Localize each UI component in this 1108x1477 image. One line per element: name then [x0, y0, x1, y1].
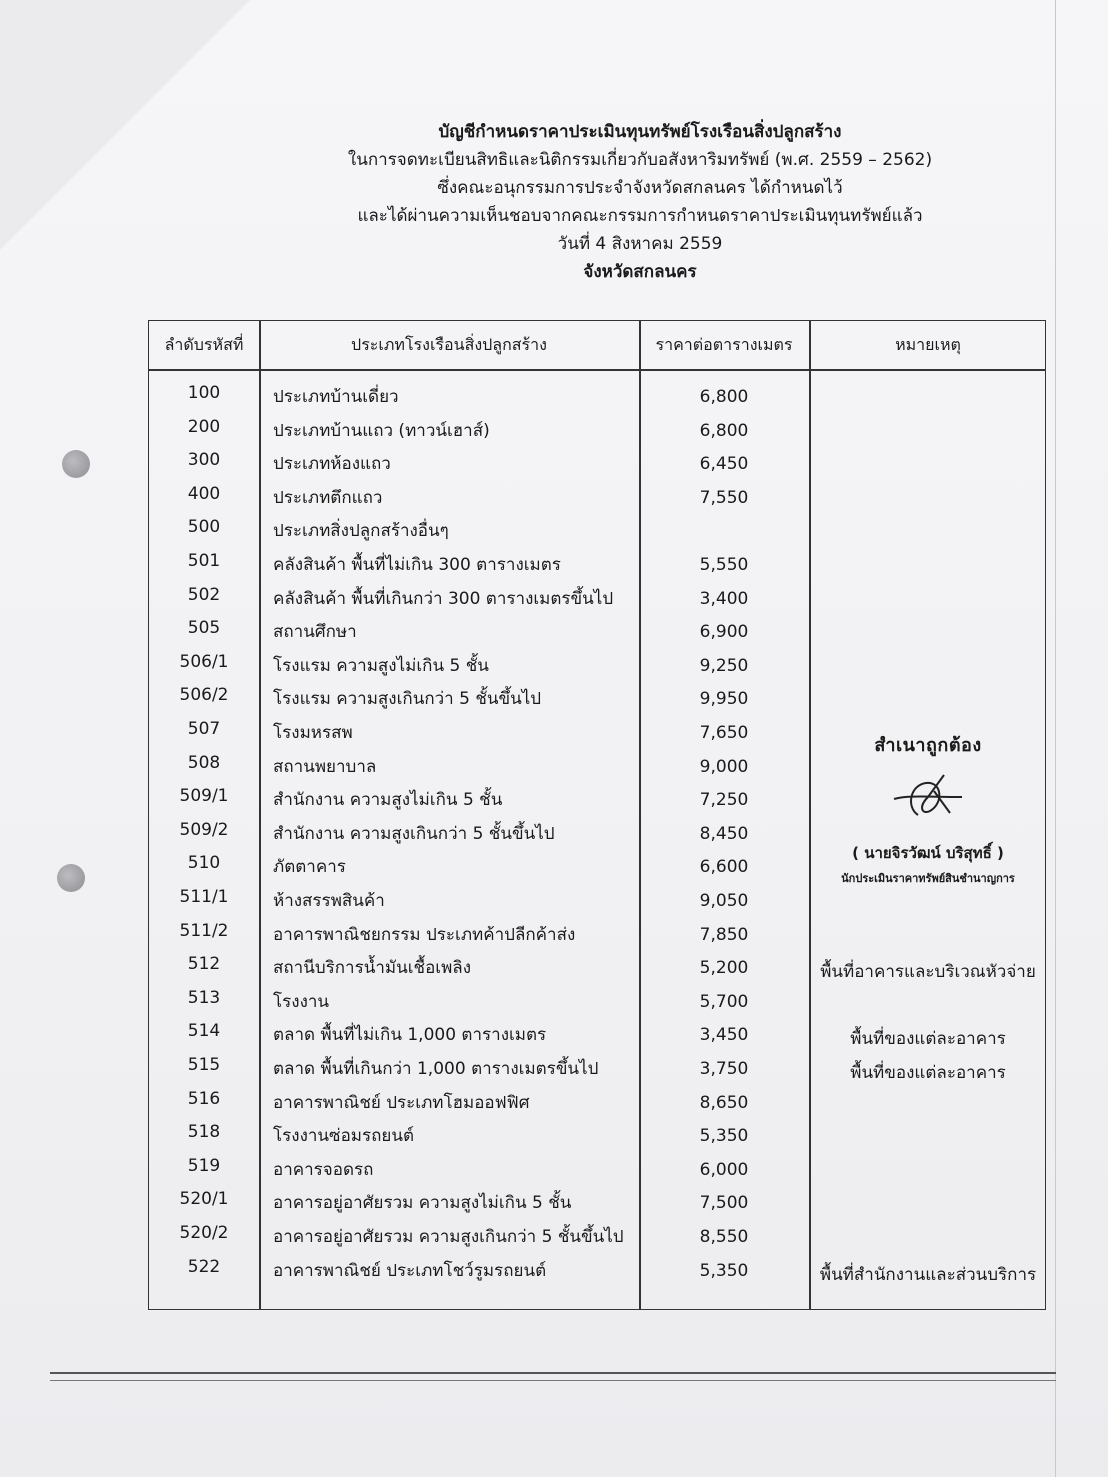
row-note: พื้นที่ของแต่ละอาคาร	[850, 1029, 1006, 1050]
row-price: 8,650	[699, 1092, 749, 1113]
row-code: 501	[187, 551, 221, 571]
row-building-type: คลังสินค้า พื้นที่เกินกว่า 300 ตารางเมตรขึ้นไป	[273, 588, 614, 609]
row-price: 7,850	[699, 924, 749, 945]
table-row	[149, 614, 1045, 647]
row-code: 511/1	[179, 887, 229, 907]
row-building-type: ห้างสรรพสินค้า	[273, 891, 385, 911]
table-row	[149, 1152, 1045, 1185]
table-row	[149, 1051, 1045, 1084]
row-price: 7,250	[699, 790, 749, 811]
header-province: จังหวัดสกลนคร	[583, 262, 697, 282]
table-row	[149, 1118, 1045, 1151]
row-price: 3,400	[699, 588, 749, 609]
table-row	[149, 480, 1045, 513]
row-building-type: คลังสินค้า พื้นที่ไม่เกิน 300 ตารางเมตร	[273, 555, 561, 575]
row-building-type: อาคารพาณิชย์ ประเภทโฮมออฟฟิศ	[273, 1092, 530, 1113]
row-code: 200	[187, 416, 221, 437]
table-row	[149, 1085, 1045, 1118]
row-code: 509/1	[179, 786, 229, 807]
table-row	[149, 1253, 1045, 1286]
table-row	[149, 547, 1045, 580]
row-price: 9,950	[699, 689, 749, 710]
header-committee: ซึ่งคณะอนุกรรมการประจำจังหวัดสกลนคร ได้กำหนดไว้	[437, 178, 843, 198]
row-code: 522	[187, 1256, 221, 1277]
column-header-price: ราคาต่อตารางเมตร	[655, 335, 793, 354]
header-divider	[149, 369, 1045, 371]
table-row	[149, 513, 1045, 546]
table-row	[149, 446, 1045, 479]
row-code: 515	[187, 1055, 221, 1075]
table-row	[149, 648, 1045, 681]
row-note: พื้นที่สำนักงานและส่วนบริการ	[819, 1264, 1037, 1285]
row-price: 9,000	[699, 756, 749, 777]
table-row	[149, 581, 1045, 614]
row-building-type: โรงงานซ่อมรถยนต์	[273, 1126, 415, 1147]
row-building-type: สถานีบริการน้ำมันเชื้อเพลิง	[273, 958, 472, 979]
punch-hole	[62, 450, 90, 478]
row-building-type: อาคารอยู่อาศัยรวม ความสูงไม่เกิน 5 ชั้น	[273, 1193, 572, 1214]
row-building-type: โรงมหรสพ	[273, 723, 353, 743]
punch-hole	[57, 864, 85, 892]
row-building-type: ภัตตาคาร	[273, 857, 346, 878]
row-price: 9,250	[699, 655, 749, 676]
row-price: 5,550	[699, 555, 749, 575]
table-row	[149, 950, 1045, 983]
row-building-type: สำนักงาน ความสูงเกินกว่า 5 ชั้นขึ้นไป	[273, 823, 555, 844]
row-code: 518	[187, 1122, 221, 1143]
row-building-type: อาคารจอดรถ	[273, 1159, 374, 1180]
row-building-type: โรงงาน	[273, 991, 330, 1012]
row-price: 8,550	[699, 1227, 749, 1247]
row-price: 9,050	[699, 891, 749, 911]
row-code: 500	[187, 517, 221, 538]
row-building-type: ประเภทห้องแถว	[273, 454, 391, 475]
row-note: พื้นที่อาคารและบริเวณหัวจ่าย	[820, 962, 1036, 983]
row-price: 5,700	[699, 991, 749, 1012]
row-code: 508	[187, 752, 221, 773]
row-building-type: อาคารพาณิชย์ ประเภทโชว์รูมรถยนต์	[273, 1260, 547, 1281]
row-building-type: สถานพยาบาล	[273, 756, 377, 777]
table-row	[149, 681, 1045, 714]
row-code: 300	[187, 450, 221, 471]
row-price: 8,450	[699, 823, 749, 844]
row-price: 6,800	[699, 420, 749, 441]
row-price: 6,000	[699, 1159, 749, 1180]
column-header-code: ลำดับรหัสที่	[164, 335, 244, 354]
row-price: 7,500	[699, 1193, 749, 1214]
row-code: 520/1	[179, 1189, 229, 1210]
row-building-type: อาคารพาณิชยกรรม ประเภทค้าปลีกค้าส่ง	[273, 924, 576, 945]
row-code: 512	[187, 954, 221, 975]
row-code: 506/1	[179, 651, 229, 672]
bottom-rule	[50, 1380, 1056, 1381]
row-building-type: ตลาด พื้นที่เกินกว่า 1,000 ตารางเมตรขึ้นไป	[273, 1059, 599, 1079]
row-code: 511/2	[179, 920, 229, 941]
table-row	[149, 883, 1045, 916]
row-code: 510	[187, 853, 221, 874]
row-code: 100	[187, 383, 221, 403]
row-price: 5,200	[699, 958, 749, 979]
header-date: วันที่ 4 สิงหาคม 2559	[557, 234, 723, 254]
header-subtitle: ในการจดทะเบียนสิทธิและนิติกรรมเกี่ยวกับอสังหาริมทรัพย์ (พ.ศ. 2559 – 2562)	[347, 150, 933, 170]
row-code: 505	[187, 618, 221, 639]
row-building-type: ประเภทบ้านเดี่ยว	[273, 387, 399, 407]
signatory-position: นักประเมินราคาทรัพย์สินชำนาญการ	[841, 872, 1015, 885]
row-price: 3,750	[699, 1059, 749, 1079]
page-fold-corner	[0, 0, 250, 250]
bottom-rule	[50, 1372, 1056, 1374]
row-building-type: สำนักงาน ความสูงไม่เกิน 5 ชั้น	[273, 790, 503, 811]
row-code: 507	[187, 719, 221, 739]
row-building-type: ประเภทตึกแถว	[273, 487, 383, 508]
row-building-type: สถานศึกษา	[273, 622, 357, 643]
signature-mark	[888, 767, 968, 827]
row-price: 3,450	[699, 1025, 749, 1046]
table-row	[149, 984, 1045, 1017]
header-approval: และได้ผ่านความเห็นชอบจากคณะกรรมการกำหนดราคาประเมินทุนทรัพย์แล้ว	[357, 206, 923, 226]
row-building-type: ตลาด พื้นที่ไม่เกิน 1,000 ตารางเมตร	[273, 1025, 547, 1046]
table-row	[149, 379, 1045, 412]
table-row	[149, 917, 1045, 950]
table-row	[149, 1185, 1045, 1218]
row-price: 7,650	[699, 723, 749, 743]
row-code: 502	[187, 584, 221, 605]
table-row	[149, 1017, 1045, 1050]
signatory-name: ( นายจิรวัฒน์ บริสุทธิ์ )	[852, 844, 1004, 862]
row-code: 516	[187, 1088, 221, 1109]
row-code: 509/2	[179, 819, 229, 840]
row-building-type: ประเภทสิ่งปลูกสร้างอื่นๆ	[273, 521, 449, 542]
row-building-type: ประเภทบ้านแถว (ทาวน์เฮาส์)	[273, 420, 490, 441]
column-header-note: หมายเหตุ	[895, 335, 961, 354]
row-price: 6,900	[699, 622, 749, 643]
row-note: พื้นที่ของแต่ละอาคาร	[850, 1063, 1006, 1083]
row-price: 6,600	[699, 857, 749, 878]
table-row	[149, 413, 1045, 446]
row-price: 6,800	[699, 387, 749, 407]
table-row	[149, 1219, 1045, 1252]
row-code: 513	[187, 987, 221, 1008]
row-price: 5,350	[699, 1126, 749, 1147]
row-price: 7,550	[699, 487, 749, 508]
row-code: 400	[187, 483, 221, 504]
certification-block	[808, 730, 1048, 887]
row-code: 519	[187, 1155, 221, 1176]
row-code: 514	[187, 1021, 221, 1042]
row-building-type: อาคารอยู่อาศัยรวม ความสูงเกินกว่า 5 ชั้นขึ้นไป	[273, 1227, 624, 1247]
column-header-type: ประเภทโรงเรือนสิ่งปลูกสร้าง	[351, 335, 547, 354]
header-title: บัญชีกำหนดราคาประเมินทุนทรัพย์โรงเรือนสิ่งปลูกสร้าง	[438, 122, 842, 142]
row-building-type: โรงแรม ความสูงไม่เกิน 5 ชั้น	[273, 655, 489, 676]
certified-copy-stamp: สำเนาถูกต้อง	[874, 735, 982, 756]
row-building-type: โรงแรม ความสูงเกินกว่า 5 ชั้นขึ้นไป	[273, 689, 542, 710]
row-price: 6,450	[699, 454, 749, 475]
row-price: 5,350	[699, 1260, 749, 1281]
paper-edge	[1055, 0, 1056, 1477]
row-code: 520/2	[179, 1223, 229, 1243]
document-header	[300, 118, 980, 286]
row-code: 506/2	[179, 685, 229, 706]
